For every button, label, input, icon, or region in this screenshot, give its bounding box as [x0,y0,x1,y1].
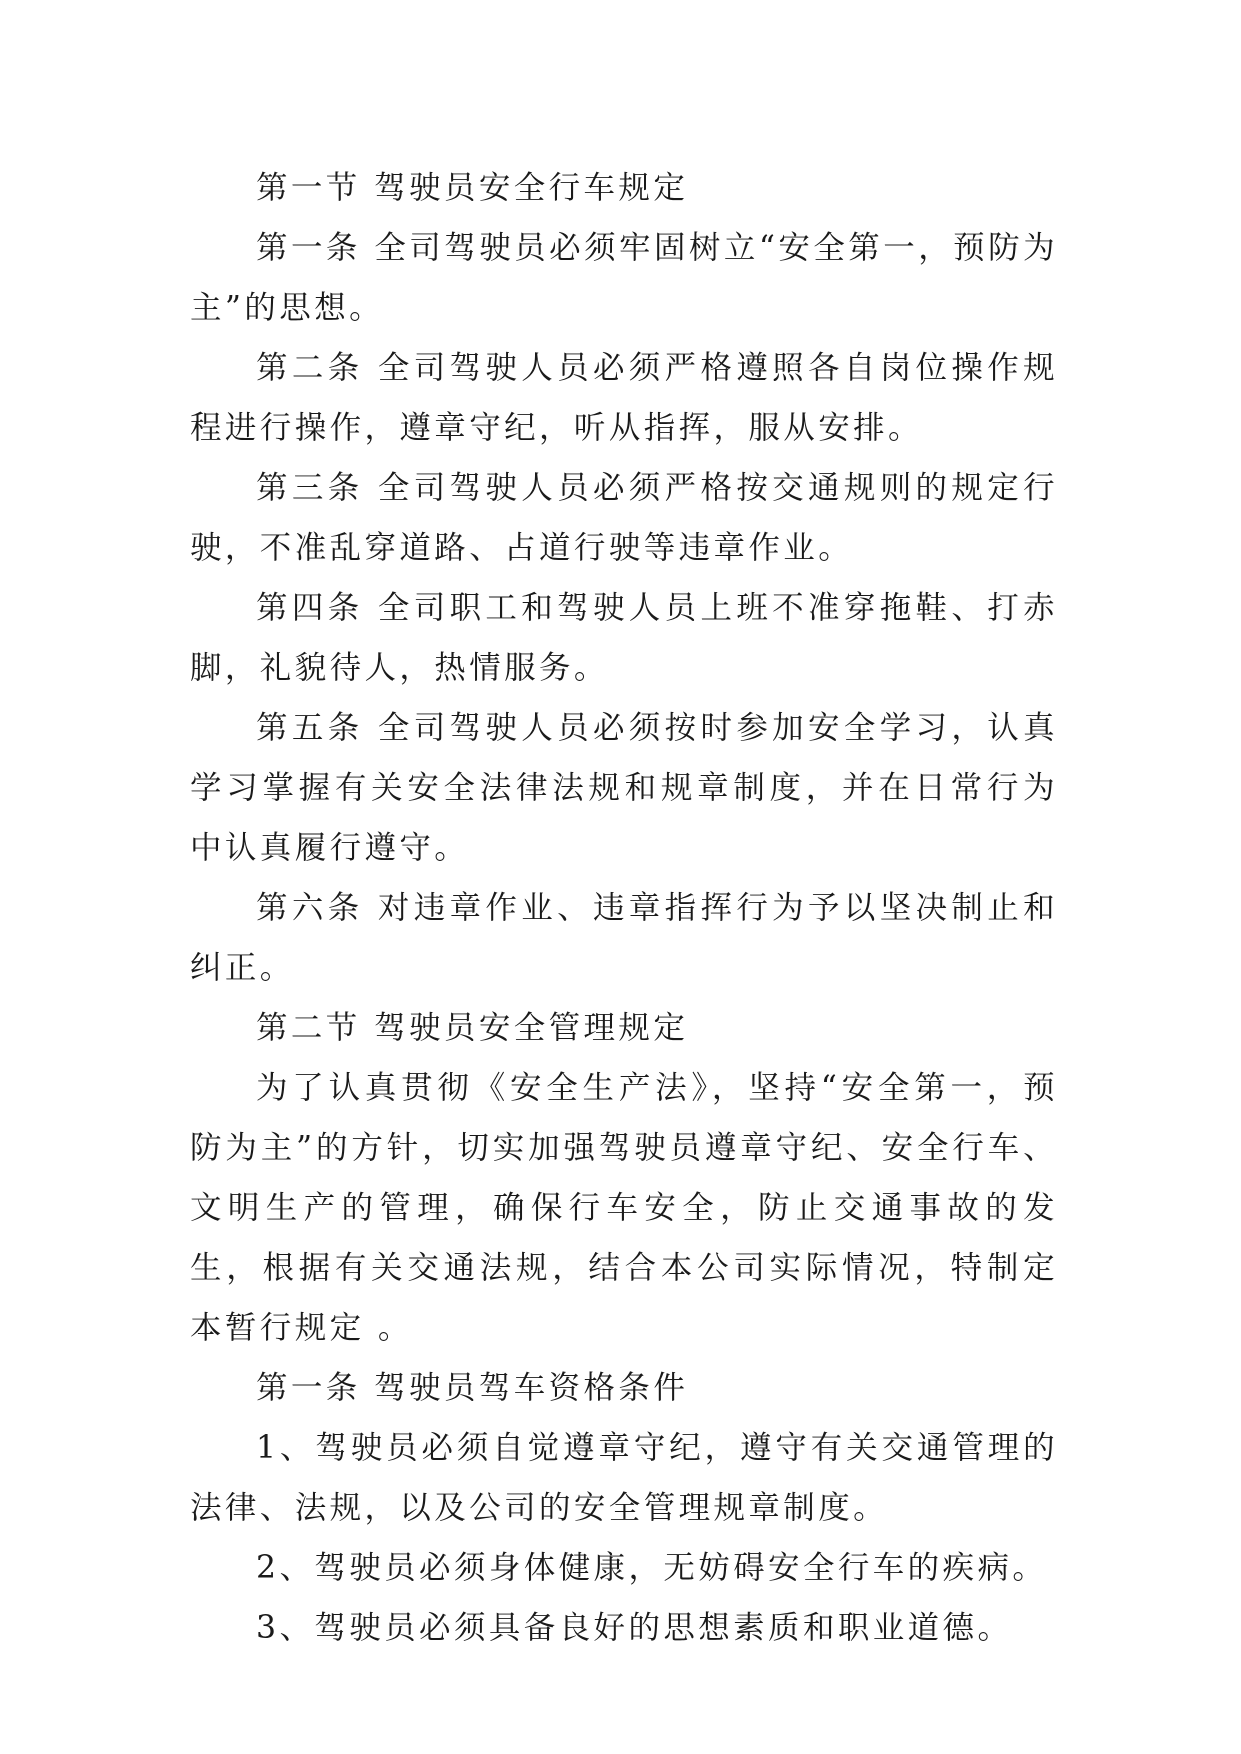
section2-article-1-title: 第一条 驾驶员驾车资格条件 [256,1370,689,1406]
section2-item-2: 2、驾驶员必须身体健康，无妨碍安全行车的疾病。 [256,1550,1048,1586]
section1-article-2: 第二条 全司驾驶人员必须严格遵照各自岗位操作规程进行操作，遵章守纪，听从指挥，服从安排。 [190,350,1058,446]
section2-intro: 为了认真贯彻《安全生产法》，坚持“安全第一，预防为主”的方针，切实加强驾驶员遵章守纪、安全行车、文明生产的管理，确保行车安全，防止交通事故的发生，根据有关交通法规，结合本公司实际情况，特制定本暂行规定 。 [190,1070,1058,1346]
document-page [190,158,1058,1658]
section1-article-1: 第一条 全司驾驶员必须牢固树立“安全第一，预防为主”的思想。 [190,230,1058,326]
section2-item-3: 3、驾驶员必须具备良好的思想素质和职业道德。 [256,1610,1013,1646]
section1-article-4: 第四条 全司职工和驾驶人员上班不准穿拖鞋、打赤脚，礼貌待人，热情服务。 [190,590,1058,686]
section1-article-5: 第五条 全司驾驶人员必须按时参加安全学习，认真学习掌握有关安全法律法规和规章制度，并在日常行为中认真履行遵守。 [190,710,1058,866]
section2-item-1: 1、驾驶员必须自觉遵章守纪，遵守有关交通管理的法律、法规，以及公司的安全管理规章制度。 [190,1430,1058,1526]
section1-article-6: 第六条 对违章作业、违章指挥行为予以坚决制止和纠正。 [190,890,1058,986]
section1-heading: 第一节 驾驶员安全行车规定 [256,170,689,206]
section2-heading: 第二节 驾驶员安全管理规定 [256,1010,689,1046]
section1-article-3: 第三条 全司驾驶人员必须严格按交通规则的规定行驶，不准乱穿道路、占道行驶等违章作业。 [190,470,1058,566]
